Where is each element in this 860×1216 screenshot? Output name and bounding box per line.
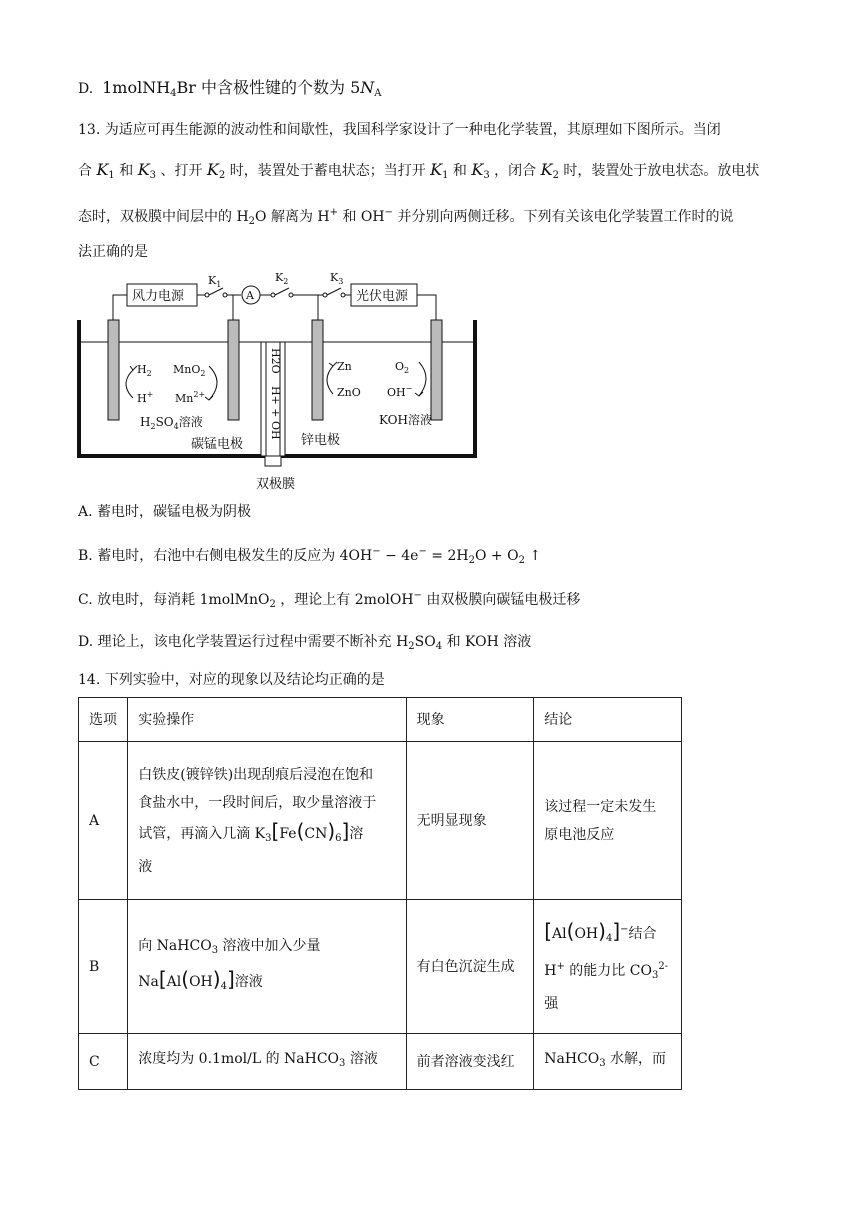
zinc-electrode-label: 锌电极 — [301, 433, 341, 448]
row-c-conclusion: NaHCO$_3$ 水解，而 — [534, 1034, 682, 1090]
ammeter-label: A — [246, 289, 254, 302]
zno-label: ZnO — [337, 386, 361, 399]
membrane-ions-label: H+ + OH — [269, 386, 282, 440]
q13-stem-line-1: 13. 为适应可再生能源的波动性和间歇性，我国科学家设计了一种电化学装置，其原理如下图所示。当闭 — [78, 122, 721, 138]
o2-label: $O_2$ — [395, 360, 410, 375]
table-row — [79, 742, 682, 900]
mno2-label: MnO$_2$ — [173, 363, 206, 378]
q13-option-b: B. 蓄电时，右池中右侧电极发生的反应为 $4OH^- - 4e^- = 2H_2O + O_2$ ↑ — [78, 546, 542, 566]
row-c-phenomenon: 前者溶液变浅红 — [406, 1034, 534, 1090]
q14-title: 14. 下列实验中，对应的现象以及结论均正确的是 — [78, 672, 385, 688]
q12-option-d: D. 1molNH$_4$Br 中含极性键的个数为 $5N_A$ — [78, 78, 382, 99]
row-c-operation: 浓度均为 0.1mol/L 的 NaHCO$_3$ 溶液 — [128, 1034, 406, 1090]
q13-option-a: A. 蓄电时，碳锰电极为阴极 — [78, 504, 252, 520]
q13-option-c: C. 放电时，每消耗 1molMnO$_2$ ，理论上有 2molOH− 由双极膜向碳锰电极迁移 — [78, 590, 581, 610]
koh-solution-label: KOH溶液 — [379, 413, 432, 427]
q13-option-d: D. 理论上，该电化学装置运行过程中需要不断补充 $H_2SO_4$ 和 KOH 溶液 — [78, 634, 532, 652]
header-operation: 实验操作 — [128, 698, 406, 742]
row-a-option: A — [79, 742, 128, 900]
table-row — [79, 1034, 682, 1090]
table-header-row — [79, 698, 682, 742]
hplus-label: H+ — [137, 390, 154, 405]
row-b-conclusion: $[Al(OH)_4]^-$结合 H+ 的能力比 $CO_3^{2-}$ 强 — [534, 900, 682, 1034]
h2so4-solution-label: $H_2SO_4$溶液 — [140, 415, 203, 431]
bipolar-membrane-label: 双极膜 — [256, 477, 296, 492]
row-b-phenomenon: 有白色沉淀生成 — [406, 900, 534, 1034]
membrane-h2o-label: H2O — [269, 348, 282, 374]
header-conclusion: 结论 — [534, 698, 682, 742]
header-phenomenon: 现象 — [406, 698, 534, 742]
row-a-operation: 白铁皮(镀锌铁)出现刮痕后浸泡在饱和 食盐水中，一段时间后，取少量溶液于 试管，再滴入几滴 $K_3[Fe(CN)_6]$溶 液 — [128, 742, 406, 900]
row-c-option: C — [79, 1034, 128, 1090]
row-a-phenomenon: 无明显现象 — [406, 742, 534, 900]
switch-k1-label: $K_1$ — [208, 274, 222, 289]
electrochemical-device-diagram — [75, 266, 480, 496]
table-row — [79, 900, 682, 1034]
header-option: 选项 — [79, 698, 128, 742]
solar-power-label: 光伏电源 — [356, 289, 409, 304]
row-b-operation: 向 NaHCO$_3$ 溶液中加入少量 $Na[Al(OH)_4]$溶液 — [128, 900, 406, 1034]
switch-k2-label: $K_2$ — [275, 271, 289, 286]
q14-table — [78, 697, 682, 1090]
wind-power-label: 风力电源 — [132, 289, 185, 304]
switch-k3-label: $K_3$ — [330, 271, 344, 286]
row-b-option: B — [79, 900, 128, 1034]
q13-stem-line-4: 法正确的是 — [78, 244, 148, 260]
mn2plus-label: $Mn^{2+}$ — [175, 390, 206, 405]
zn-label: Zn — [337, 360, 352, 373]
h2-label: $H_2$ — [137, 363, 152, 378]
carbon-manganese-electrode-label: 碳锰电极 — [191, 437, 244, 452]
row-a-conclusion: 该过程一定未发生 原电池反应 — [534, 742, 682, 900]
q13-stem-line-2: 合 $K_1$ 和 $K_3$ 、打开 $K_2$ 时，装置处于蓄电状态；当打开 $K_1$ 和 $K_3$ ，闭合 $K_2$ 时，装置处于放电状态。放电状 — [78, 160, 760, 181]
oh-label: OH− — [387, 384, 413, 399]
q13-stem-line-3: 态时，双极膜中间层中的 $H_2O$ 解离为 H+ 和 OH− 并分别向两侧迁移。下列有关该电化学装置工作时的说 — [78, 207, 734, 227]
